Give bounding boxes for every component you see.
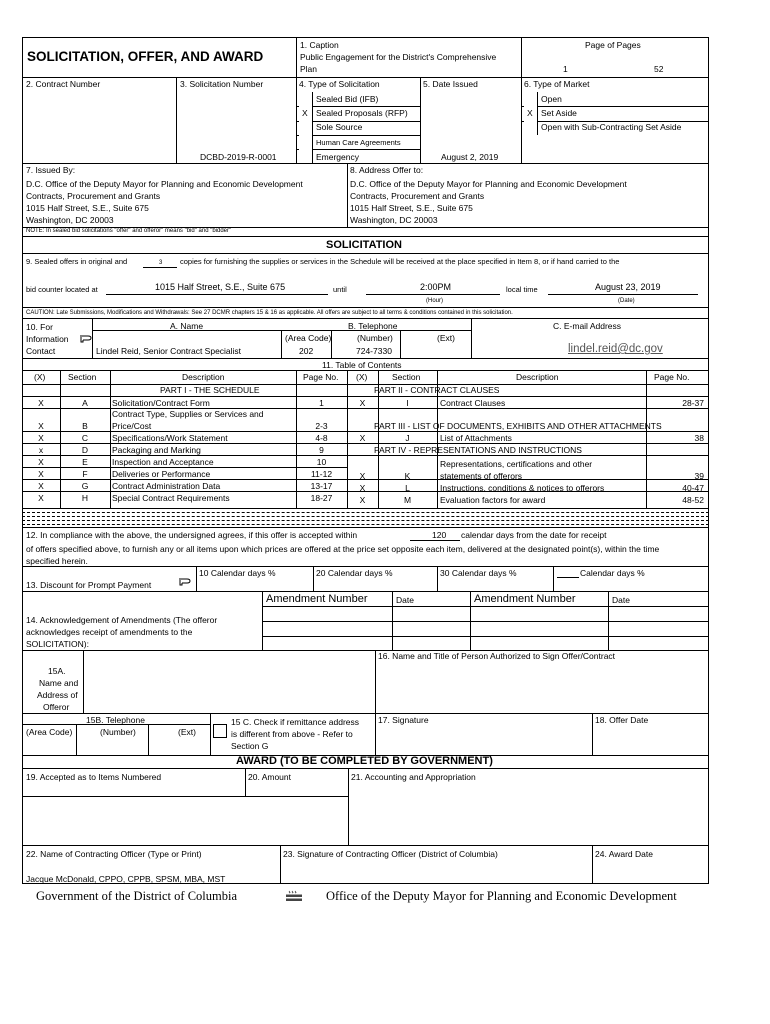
toc-row-b-x: X [38,421,44,431]
amendment-number-header-2: Amendment Number [474,593,576,605]
market-subcontracting-checkbox[interactable] [524,121,538,135]
toc-row-f-desc: Deliveries or Performance [112,469,211,479]
toc-row-i-page: 28-37 [682,398,704,408]
toc-row-i-desc: Contract Clauses [440,398,506,408]
number-15b: (Number) [100,727,136,737]
toc-row-f-section: F [82,469,88,479]
toc-row-l-x: X [359,483,366,493]
area-code-label: (Area Code) [285,333,332,343]
number-label: (Number) [357,333,393,343]
market-set-aside-label: Set Aside [541,108,577,118]
authorized-signer-label: 16. Name and Title of Person Authorized to Sign Offer/Contract [378,651,616,661]
address-offer-line: Washington, DC 20003 [350,215,438,225]
acceptance-days: 120 [432,530,447,540]
offeror-label-4: Offeror [43,702,70,712]
human-care-checkbox[interactable] [299,135,313,149]
officer-signature-label: 23. Signature of Contracting Officer (District of Columbia) [283,849,498,859]
amendment-number-header: Amendment Number [266,593,368,605]
toc-row-a-desc: Solicitation/Contract Form [112,398,210,408]
form-title: SOLICITATION, OFFER, AND AWARD [27,49,264,64]
signature-17-label: 17. Signature [378,715,429,725]
offer-terms-text-3: of offers specified above, to furnish any or all items upon which prices are offered at the price set opposite each item, delivered at the designated point(s), within the time [26,544,660,554]
solicitation-number-label: 3. Solicitation Number [180,79,264,89]
toc-part-1: PART I - THE SCHEDULE [160,385,260,395]
email-link[interactable]: lindel.reid@dc.gov [568,343,663,355]
offeror-label-2: Name and [39,678,79,688]
toc-col-page: Page No. [303,372,339,382]
discount-label: 13. Discount for Prompt Payment [26,580,152,590]
toc-row-g-desc: Contract Administration Data [112,481,221,491]
toc-row-j-x: X [359,433,366,443]
discount-20-days: 20 Calendar days % [316,568,393,578]
type-of-market-label: 6. Type of Market [524,79,590,89]
contract-number-label: 2. Contract Number [26,79,101,89]
toc-row-b-desc-1: Contract Type, Supplies or Services and [112,409,264,419]
toc-row-e-section: E [82,457,88,467]
offer-terms-text-4: specified herein. [26,556,88,566]
toc-row-g-section: G [81,481,89,491]
issued-by-line: Contracts, Procurement and Grants [26,191,161,201]
receipt-date: August 23, 2019 [595,282,661,292]
contact-name: Lindel Reid, Senior Contract Specialist [96,346,242,356]
toc-row-e-page: 10 [316,457,327,467]
toc-row-m-x: X [359,495,366,505]
amendments-label-2: acknowledges receipt of amendments to the [26,627,193,637]
page-of-pages-label: Page of Pages [585,40,641,50]
toc-row-l-page: 40-47 [682,483,704,493]
toc-row-j-section: J [405,433,410,443]
remittance-label-2: is different from above - Refer to [231,729,353,739]
issued-by-line: 1015 Half Street, S.E., Suite 675 [26,203,149,213]
copies-count: 3 [159,260,163,266]
toc-row-a-section: A [82,398,88,408]
sole-source-checkbox[interactable] [299,121,313,135]
page-number: 1 [563,64,568,74]
toc-col-description: Description [182,372,225,382]
telephone-15b-label: 15B. Telephone [86,715,145,725]
toc-row-m-section: M [403,495,412,505]
toc-row-b-page: 2-3 [315,421,328,431]
local-time-label: local time [506,285,538,294]
offer-date-label: 18. Offer Date [595,715,649,725]
emergency-label: Emergency [316,152,359,162]
caption-text: Public Engagement for the District's Comprehensive [300,52,497,62]
toc-col-page-right: Page No. [654,372,690,382]
amendments-label: 14. Acknowledgement of Amendments (The offeror [26,615,218,625]
caption-text-2: Plan [300,64,318,74]
human-care-label: Human Care Agreements [316,138,401,147]
remittance-checkbox[interactable] [213,724,227,738]
toc-title: 11. Table of Contents [322,360,402,370]
toc-col-x: (X) [34,372,46,382]
market-open-label: Open [541,94,562,104]
toc-row-a-x: X [38,398,44,408]
award-date-label: 24. Award Date [595,849,653,859]
amount-label: 20. Amount [248,772,292,782]
remittance-label: 15 C. Check if remittance address [231,717,360,727]
for-information-label-2: Information [26,334,69,344]
caption-label: 1. Caption [300,40,339,50]
offeror-label-3: Address of [37,690,78,700]
area-code: 202 [299,346,314,356]
toc-col-description-right: Description [516,372,559,382]
toc-row-m-page: 48-52 [682,495,704,505]
toc-row-k-desc-1: Representations, certifications and other [440,459,593,469]
solicitation-heading: SOLICITATION [326,239,402,251]
dc-flag-icon [286,890,302,904]
offer-terms-text: 12. In compliance with the above, the undersigned agrees, if this offer is accepted within [26,530,358,540]
toc-col-section: Section [68,372,97,382]
address-offer-line: 1015 Half Street, S.E., Suite 675 [350,203,473,213]
toc-row-b-desc: Price/Cost [112,421,152,431]
caution-text: CAUTION: Late Submissions, Modifications and Withdrawals: See 27 DCMR chapters 15 & 16 as applicable. All offers are subject to all terms & conditions contained in this solicitation. [26,310,513,316]
discount-30-days: 30 Calendar days % [440,568,517,578]
sealed-offers-text-2: copies for furnishing the supplies or services in the Schedule will be received at the place specified in Item 8, or if hand carried to the [180,257,620,266]
area-code-15b: (Area Code) [26,727,73,737]
pointing-hand-icon [79,334,93,345]
sealed-proposals-label: Sealed Proposals (RFP) [316,108,408,118]
toc-row-c-desc: Specifications/Work Statement [112,433,228,443]
toc-row-h-desc: Special Contract Requirements [112,493,230,503]
address-offer-line: D.C. Office of the Deputy Mayor for Planning and Economic Development [350,179,627,189]
toc-row-m-desc: Evaluation factors for award [440,495,546,505]
remittance-label-3: Section G [231,741,269,751]
footer-office: Office of the Deputy Mayor for Planning and Economic Development [326,889,677,903]
amendment-date-header: Date [396,595,414,605]
contracting-officer-name: Jacque McDonald, CPPO, CPPB, SPSM, MBA, MST [26,874,226,884]
until-label: until [333,285,347,294]
toc-row-a-page: 1 [319,398,324,408]
toc-row-h-page: 18-27 [310,493,333,503]
discount-other-days: Calendar days % [580,568,645,578]
toc-row-l-desc: Instructions, conditions & notices to offerors [440,483,605,493]
emergency-checkbox[interactable] [299,149,313,163]
toc-row-d-section: D [81,445,89,455]
toc-col-section-right: Section [392,372,421,382]
discount-10-days: 10 Calendar days % [199,568,276,578]
phone-number: 724-7330 [356,346,392,356]
for-information-label-3: Contact [26,346,56,356]
date-caption: (Date) [618,298,635,304]
toc-row-c-x: X [38,433,44,443]
telephone-label: B. Telephone [348,321,398,331]
toc-row-f-page: 11-12 [310,469,333,479]
toc-row-k-desc: statements of offerors [440,471,523,481]
toc-row-e-desc: Inspection and Acceptance [112,457,214,467]
address-offer-label: 8. Address Offer to: [350,165,424,175]
accepted-items-label: 19. Accepted as to Items Numbered [26,772,162,782]
solicitation-number: DCBD-2019-R-0001 [200,152,277,162]
toc-row-d-desc: Packaging and Marking [112,445,201,455]
award-heading: AWARD (TO BE COMPLETED BY GOVERNMENT) [236,755,493,767]
pointing-hand-icon [178,577,192,588]
sole-source-label: Sole Source [316,122,363,132]
toc-row-e-x: X [38,457,44,467]
hour-caption: (Hour) [426,298,444,304]
toc-col-x-right: (X) [356,372,368,382]
ext-label: (Ext) [437,333,455,343]
amendment-date-header-2: Date [612,595,630,605]
toc-row-i-section: I [406,398,409,408]
bid-counter-address: 1015 Half Street, S.E., Suite 675 [155,282,286,292]
toc-row-d-page: 9 [319,445,324,455]
offer-terms-text-2: calendar days from the date for receipt [461,530,607,540]
type-of-solicitation-label: 4. Type of Solicitation [299,79,380,89]
toc-row-d-x: x [38,445,44,455]
accounting-label: 21. Accounting and Appropriation [351,772,476,782]
toc-row-g-page: 13-17 [310,481,333,491]
contracting-officer-label: 22. Name of Contracting Officer (Type or Print) [26,849,202,859]
toc-row-j-page: 38 [694,433,704,443]
toc-row-g-x: X [38,481,44,491]
sealed-bid-checkbox[interactable] [299,92,313,106]
market-subcontracting-label: Open with Sub-Contracting Set Aside [541,122,682,132]
sealed-bid-label: Sealed Bid (IFB) [316,94,379,104]
market-set-aside-mark: X [527,108,533,118]
footer-government: Government of the District of Columbia [36,889,238,903]
offeror-label: 15A. [48,666,66,676]
toc-row-j-desc: List of Attachments [440,433,512,443]
toc-row-k-x: X [359,471,366,481]
bid-counter-label: bid counter located at [26,285,98,294]
issued-by-label: 7. Issued By: [26,165,76,175]
toc-row-k-page: 39 [694,471,704,481]
issued-by-line: Washington, DC 20003 [26,215,114,225]
toc-row-h-x: X [38,493,44,503]
ext-15b: (Ext) [178,727,196,737]
bid-note: NOTE: In sealed bid solicitations "offer" and offeror" means "bid" and "bidder" [26,228,232,234]
sealed-offers-text: 9. Sealed offers in original and [26,257,128,266]
date-issued: August 2, 2019 [441,152,499,162]
contact-name-label: A. Name [170,321,204,331]
toc-part-4: PART IV - REPRESENTATIONS AND INSTRUCTIONS [374,445,582,455]
toc-row-l-section: L [405,483,410,493]
toc-row-f-x: X [38,469,44,479]
toc-row-h-section: H [81,493,89,503]
toc-row-k-section: K [404,471,411,481]
toc-row-c-section: C [81,433,89,443]
toc-part-3: PART III - LIST OF DOCUMENTS, EXHIBITS AND OTHER ATTACHMENTS [374,421,662,431]
toc-row-c-page: 4-8 [315,433,328,443]
amendments-label-3: SOLICITATION): [26,639,89,649]
toc-row-i-x: X [359,398,366,408]
email-label: C. E-mail Address [553,321,622,331]
address-offer-line: Contracts, Procurement and Grants [350,191,485,201]
date-issued-label: 5. Date Issued [423,79,478,89]
total-pages: 52 [654,64,664,74]
market-open-checkbox[interactable] [524,92,538,106]
toc-part-2: PART II - CONTRACT CLAUSES [374,385,500,395]
receipt-hour: 2:00PM [420,282,452,292]
for-information-label: 10. For [26,322,53,332]
issued-by-line: D.C. Office of the Deputy Mayor for Planning and Economic Development [26,179,303,189]
toc-row-b-section: B [82,421,88,431]
sealed-proposals-mark: X [302,108,308,118]
